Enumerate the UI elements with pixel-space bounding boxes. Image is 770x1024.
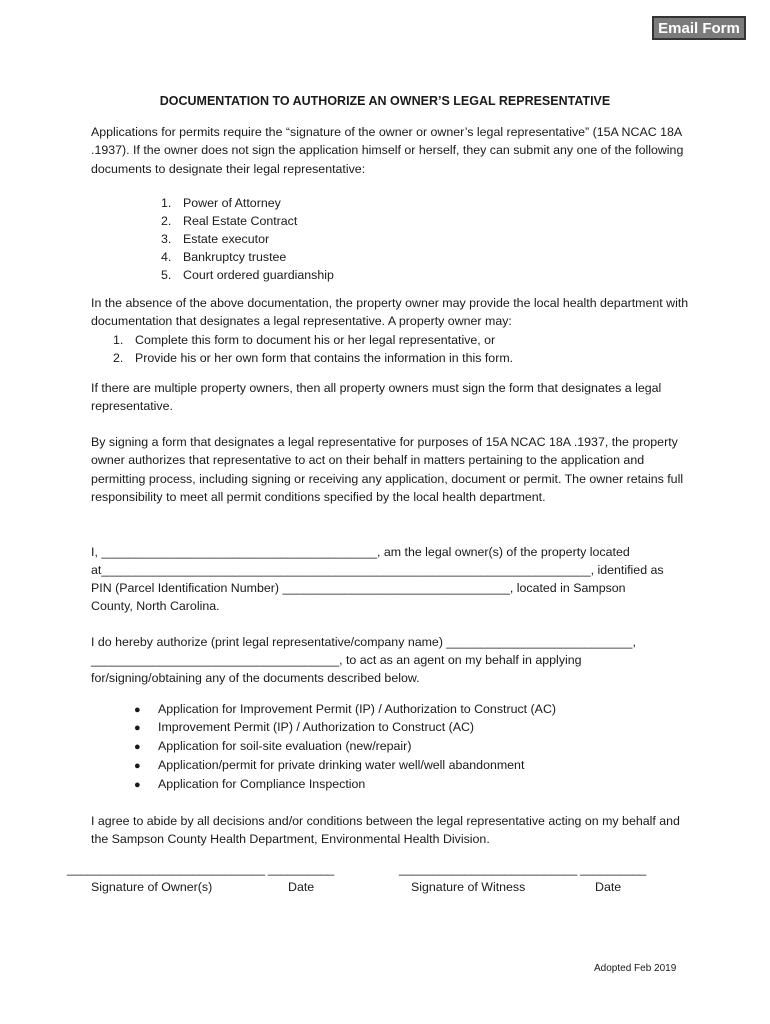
permit-list-item: ● Application for Improvement Permit (IP) / Authorization to Construct (AC) — [134, 700, 556, 720]
permit-list-item: ● Improvement Permit (IP) / Authorization to Construct (AC) — [134, 718, 474, 738]
adopted-date-footer: Adopted Feb 2019 — [594, 963, 677, 974]
absence-paragraph: In the absence of the above documentation, the property owner may provide the local health department with documentation that designates a legal representative. A property owner may: — [91, 296, 689, 329]
property-address-line: at_______________________________________________________________________, identified as — [91, 563, 664, 577]
witness-signature-label: Signature of Witness — [411, 880, 526, 894]
bullet-icon: ● — [134, 704, 141, 716]
owner-name-line: I, ________________________________________, am the legal owner(s) of the property located — [91, 545, 630, 559]
email-form-button[interactable]: Email Form — [652, 16, 746, 40]
owner-date-label: Date — [288, 880, 315, 894]
document-list-item: 2. Real Estate Contract — [161, 214, 298, 228]
document-list-item: 5. Court ordered guardianship — [161, 268, 334, 282]
document-list-item: 1. Power of Attorney — [161, 196, 281, 210]
agree-paragraph: I agree to abide by all decisions and/or conditions between the legal representative acting on my behalf and the Sampson County Health Department, Environmental Health Division. — [91, 814, 680, 847]
intro-paragraph: Applications for permits require the “signature of the owner or owner’s legal representative” (15A NCAC 18A .1937). If the owner does not sign the application himself or herself, they can submit any one of the following documents to designate their legal representative: — [91, 125, 684, 176]
documents-described-line: for/signing/obtaining any of the documents described below. — [91, 671, 420, 685]
permit-list-item: ● Application/permit for private drinking water well/well abandonment — [134, 756, 524, 776]
representative-line: ____________________________________, to act as an agent on my behalf in applying — [91, 653, 582, 667]
witness-signature-line: ___________________________ __________ — [399, 862, 647, 876]
bullet-icon: ● — [134, 760, 141, 772]
document-list-item: 4. Bankruptcy trustee — [161, 250, 287, 264]
witness-date-label: Date — [595, 880, 622, 894]
signing-paragraph: By signing a form that designates a legal representative for purposes of 15A NCAC 18A .1937, the property owner authorizes that representative to act on their behalf in matters pertaining to the application and permitting process, including signing or receiving any application, document or permit. The owner retains full responsibility to meet all permit conditions specified by the local health department. — [91, 435, 684, 505]
owner-signature-label: Signature of Owner(s) — [91, 880, 213, 894]
option-list-item: 2. Provide his or her own form that contains the information in this form. — [113, 351, 514, 365]
county-line: County, North Carolina. — [91, 599, 220, 613]
page-title: DOCUMENTATION TO AUTHORIZE AN OWNER’S LEGAL REPRESENTATIVE — [159, 94, 611, 108]
permit-list-item: ● Application for Compliance Inspection — [134, 775, 365, 795]
pin-line: PIN (Parcel Identification Number) _________________________________, located in Sampson — [91, 581, 626, 595]
bullet-icon: ● — [134, 779, 141, 791]
option-list-item: 1. Complete this form to document his or her legal representative, or — [113, 333, 496, 347]
permit-list-item: ● Application for soil-site evaluation (new/repair) — [134, 737, 411, 757]
bullet-icon: ● — [134, 741, 141, 753]
authorize-line: I do hereby authorize (print legal representative/company name) ___________________________, — [91, 635, 636, 649]
bullet-icon: ● — [134, 722, 141, 734]
document-list-item: 3. Estate executor — [161, 232, 270, 246]
multiple-owners-paragraph: If there are multiple property owners, then all property owners must sign the form that designates a legal representative. — [91, 381, 662, 414]
owner-signature-line: ______________________________ __________ — [67, 862, 334, 876]
